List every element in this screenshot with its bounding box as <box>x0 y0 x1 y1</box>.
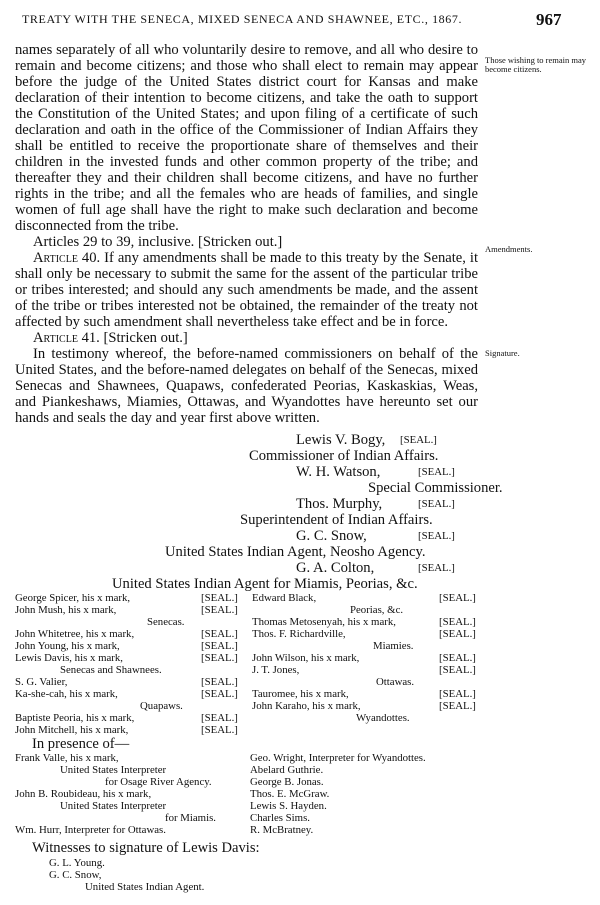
tribe-label: Ottawas. <box>376 676 415 688</box>
signer-line: Lewis Davis, his x mark, <box>15 652 123 664</box>
tribe-label: Quapaws. <box>140 700 183 712</box>
margin-note-amendments: Amendments. <box>485 244 533 254</box>
margin-note-signature: Signature. <box>485 348 520 358</box>
seal-mark: [SEAL.] <box>439 688 476 700</box>
signer-name: W. H. Watson, <box>296 464 381 480</box>
tribe-label: Miamies. <box>373 640 414 652</box>
signer-line: Baptiste Peoria, his x mark, <box>15 712 135 724</box>
seal-mark: [SEAL.] <box>201 640 238 652</box>
article-41-label: Article 41. <box>33 330 100 346</box>
seal-mark: [SEAL.] <box>201 604 238 616</box>
signer-line: George Spicer, his x mark, <box>15 592 131 604</box>
tribe-label: Peorias, &c. <box>350 604 404 616</box>
witness-heading: Witnesses to signature of Lewis Davis: <box>32 840 260 856</box>
seal-mark: [SEAL.] <box>201 688 238 700</box>
seal-mark: [SEAL.] <box>418 562 455 574</box>
seal-mark: [SEAL.] <box>201 592 238 604</box>
signer-line: John Whitetree, his x mark, <box>15 628 135 640</box>
signer-name: G. C. Snow, <box>296 528 367 544</box>
signer-name: G. A. Colton, <box>296 560 375 576</box>
presence-line: for Miamis. <box>165 812 216 824</box>
seal-mark: [SEAL.] <box>201 628 238 640</box>
signer-line: Tauromee, his x mark, <box>252 688 349 700</box>
article-41-text: [Stricken out.] <box>99 330 188 346</box>
seal-mark: [SEAL.] <box>201 652 238 664</box>
signer-line: John Mush, his x mark, <box>15 604 117 616</box>
witness-line: G. L. Young. <box>49 857 105 869</box>
signer-line: Edward Black, <box>252 592 317 604</box>
presence-heading: In presence of— <box>32 736 130 752</box>
seal-mark: [SEAL.] <box>439 616 476 628</box>
signer-name: Thos. Murphy, <box>296 496 383 512</box>
seal-mark: [SEAL.] <box>439 592 476 604</box>
seal-mark: [SEAL.] <box>439 652 476 664</box>
presence-line: for Osage River Agency. <box>105 776 212 788</box>
signer-title: United States Indian Agent for Miamis, Peorias, &c. <box>112 576 418 592</box>
presence-line: United States Interpreter <box>60 764 167 776</box>
article-40-label: Article 40. <box>33 250 101 266</box>
treaty-text <box>15 42 478 426</box>
signer-line: S. G. Valier, <box>15 676 68 688</box>
tribe-label: Senecas and Shawnees. <box>60 664 162 676</box>
signer-title: Commissioner of Indian Affairs. <box>249 448 439 464</box>
seal-mark: [SEAL.] <box>439 664 476 676</box>
presence-line: John B. Roubideau, his x mark, <box>15 788 152 800</box>
signer-line: J. T. Jones, <box>252 664 300 676</box>
presence-line: Lewis S. Hayden. <box>250 800 327 812</box>
presence-line: R. McBratney. <box>250 824 314 836</box>
seal-mark: [SEAL.] <box>418 498 455 510</box>
presence-line: Frank Valle, his x mark, <box>15 752 119 764</box>
paragraph-testimony: In testimony whereof, the before-named commissioners on behalf of the United States, and the before-named delegates on behalf of the Senecas, mixed Senecas and Shawnees, Quapaws, confederated Peorias, Kaskaskias, Weas, and Piankeshaws, Miamies, Ottawas, and Wyandottes have hereunto set our hands and seals the day and year first above written. <box>15 346 478 426</box>
seal-mark: [SEAL.] <box>418 466 455 478</box>
signer-name: Lewis V. Bogy, <box>296 432 386 448</box>
signer-line: John Wilson, his x mark, <box>252 652 360 664</box>
presence-line: George B. Jonas. <box>250 776 324 788</box>
running-header <box>0 10 600 32</box>
presence-line: Geo. Wright, Interpreter for Wyandottes. <box>250 752 426 764</box>
signer-title: Superintendent of Indian Affairs. <box>240 512 433 528</box>
paragraph-article-40 <box>15 250 478 330</box>
presence-line: Abelard Guthrie. <box>250 764 324 776</box>
signer-line: John Mitchell, his x mark, <box>15 724 129 736</box>
witness-line: G. C. Snow, <box>49 869 102 881</box>
presence-line: Wm. Hurr, Interpreter for Ottawas. <box>15 824 166 836</box>
presence-line: Thos. E. McGraw. <box>250 788 330 800</box>
seal-mark: [SEAL.] <box>439 700 476 712</box>
margin-note-citizens: Those wishing to remain may become citizens. <box>485 55 587 74</box>
signer-title: United States Indian Agent, Neosho Agency. <box>165 544 426 560</box>
signer-line: John Karaho, his x mark, <box>252 700 361 712</box>
signer-line: Thos. F. Richardville, <box>252 628 346 640</box>
presence-line: United States Interpreter <box>60 800 167 812</box>
paragraph-articles-29-39: Articles 29 to 39, inclusive. [Stricken out.] <box>33 234 283 250</box>
paragraph-citizens: names separately of all who voluntarily desire to remove, and all who desire to remain and become citizens; and those who shall elect to remain may appear before the judge of the United States district court for Kansas and make declaration of their intention to become citizens, and take the oath to support the Constitution of the United States; and upon filing of a certificate of such declaration and oath in the office of the Commissioner of Indian Affairs they shall be entitled to receive the proportionate share of themselves and their children in the invested funds and other common property of the tribe; and thereafter they and their children shall become citizens, and have no further rights in the tribe; and all the females who are heads of families, and single women of full age shall have the right to make such declaration and become disconnected from the tribe. <box>15 42 478 234</box>
page-number: 967 <box>536 10 562 29</box>
seal-mark: [SEAL.] <box>201 724 238 736</box>
paragraph-article-41 <box>15 330 478 346</box>
seal-mark: [SEAL.] <box>400 434 437 446</box>
tribe-label: Senecas. <box>147 616 185 628</box>
signer-line: Ka-she-cah, his x mark, <box>15 688 118 700</box>
seal-mark: [SEAL.] <box>418 530 455 542</box>
seal-mark: [SEAL.] <box>201 712 238 724</box>
article-40-text: If any amendments shall be made to this treaty by the Senate, it shall only be necessary to submit the same for the assent of the particular tribe or tribes interested; and should any such amendments be made, and the assent of the tribe or tribes interested not be obtained, the remainder of the treaty not affected by such amendment shall nevertheless take effect and be in force. <box>15 250 478 330</box>
signer-title: Special Commissioner. <box>368 480 503 496</box>
presence-line: Charles Sims. <box>250 812 310 824</box>
witness-line: United States Indian Agent. <box>85 881 205 893</box>
signer-line: John Young, his x mark, <box>15 640 120 652</box>
seal-mark: [SEAL.] <box>439 628 476 640</box>
tribe-label: Wyandottes. <box>356 712 410 724</box>
signer-line: Thomas Metosenyah, his x mark, <box>252 616 396 628</box>
header-title: TREATY WITH THE SENECA, MIXED SENECA AND SHAWNEE, ETC., 1867. <box>22 12 463 26</box>
seal-mark: [SEAL.] <box>201 676 238 688</box>
